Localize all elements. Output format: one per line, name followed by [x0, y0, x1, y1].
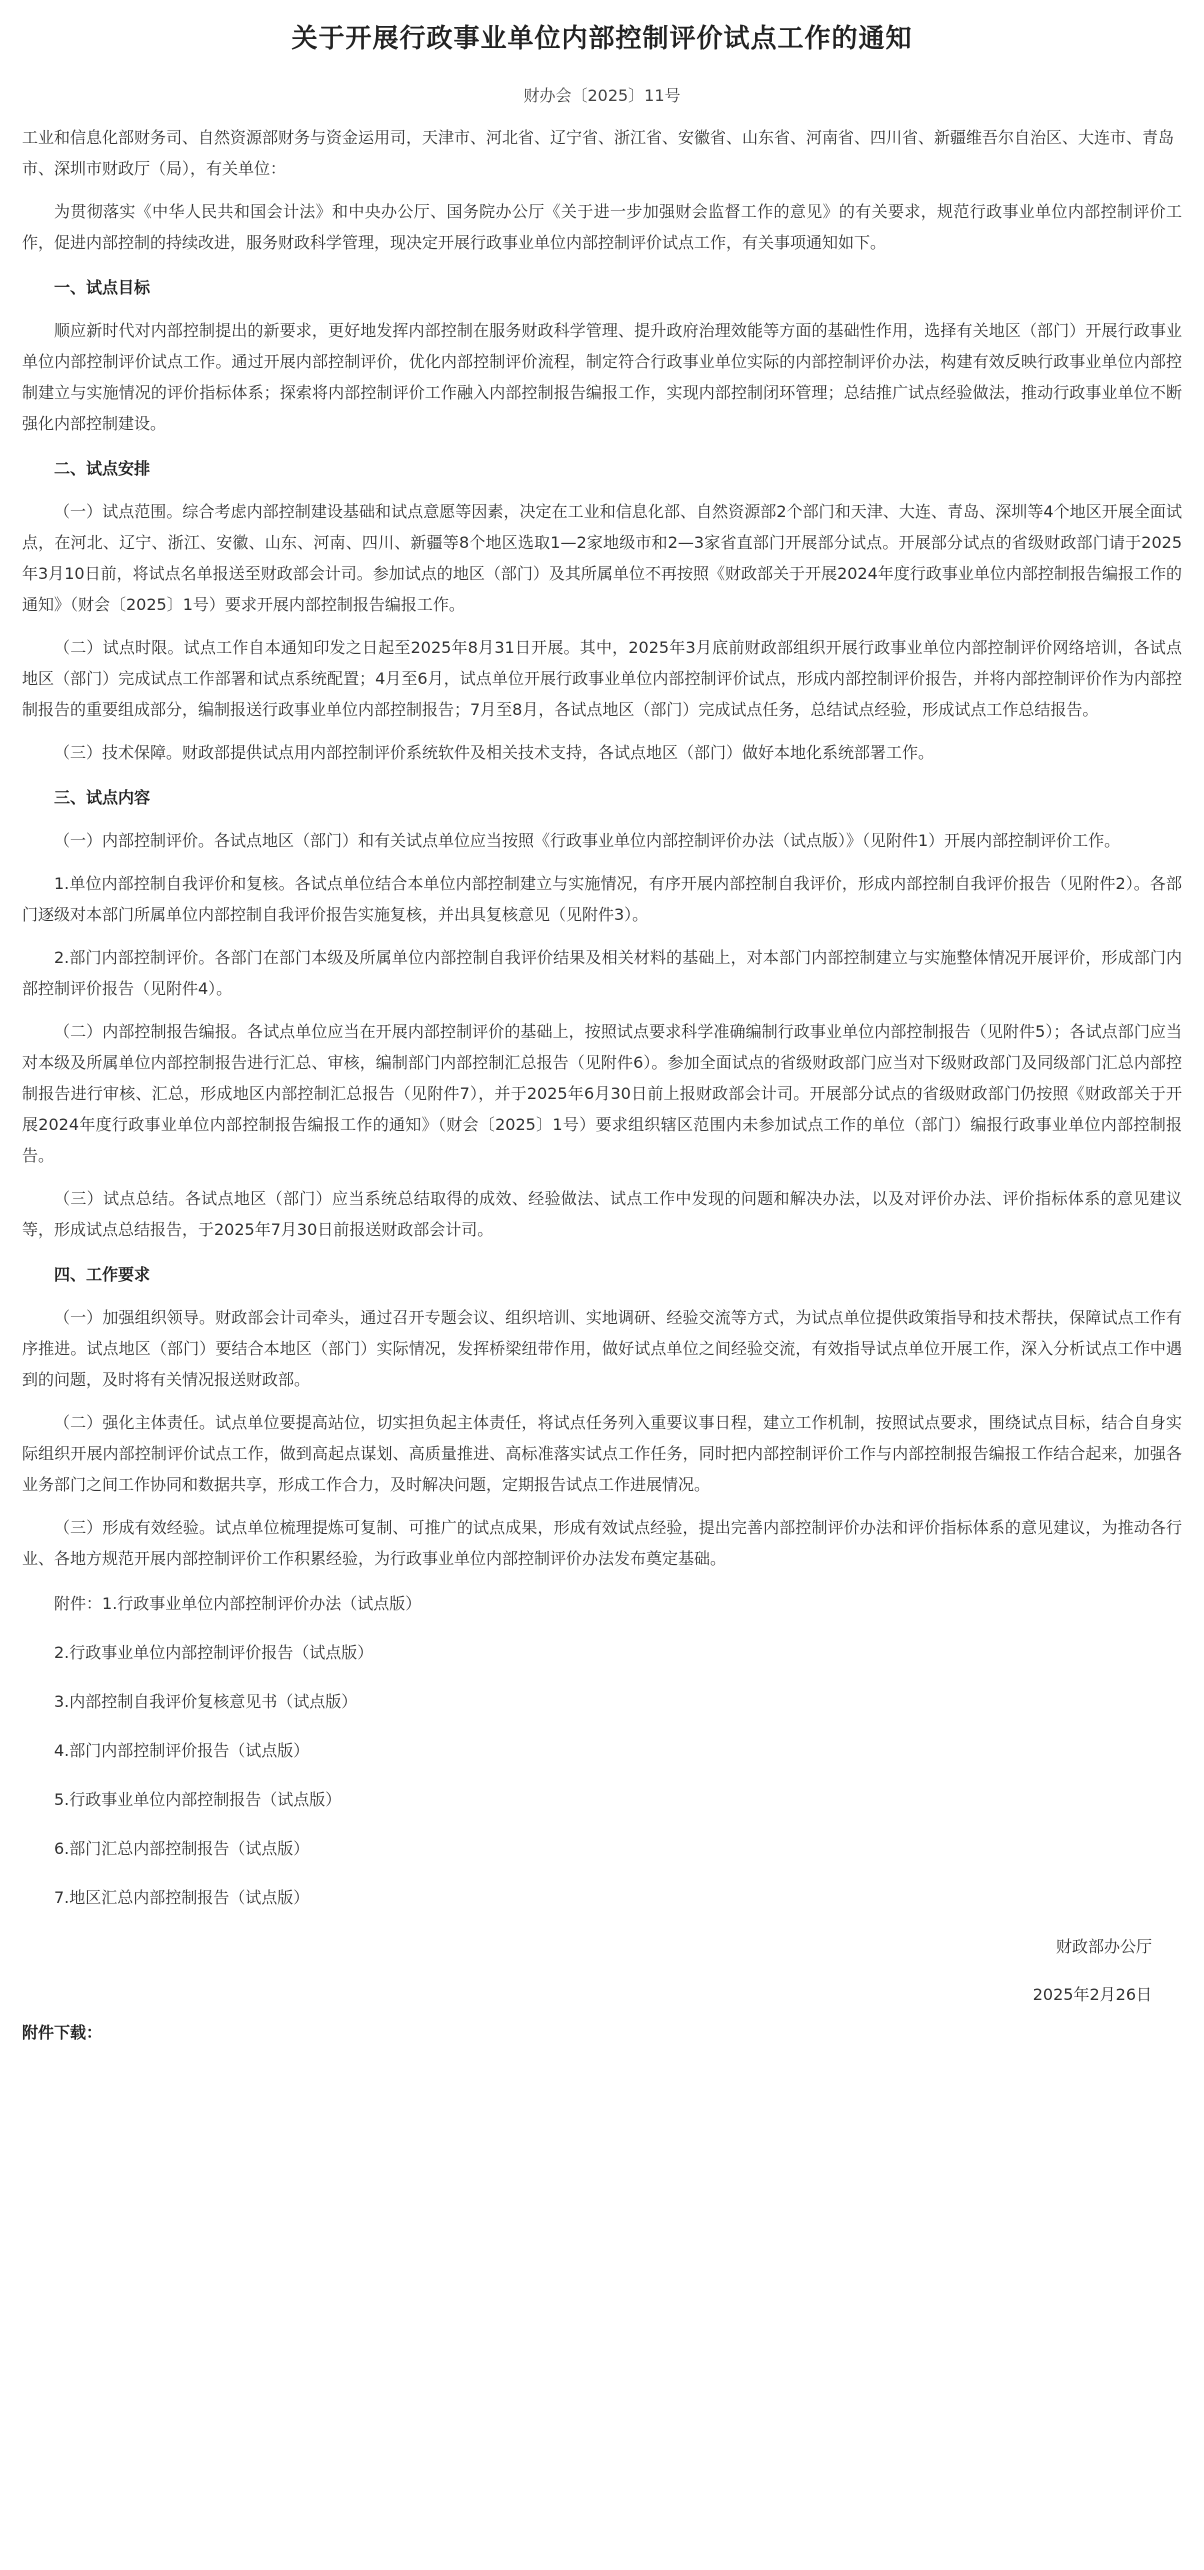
attachment-item: 2.行政事业单位内部控制评价报告（试点版） — [54, 1643, 374, 1662]
attachment-item: 4.部门内部控制评价报告（试点版） — [54, 1741, 310, 1760]
document-page — [10, 16, 1194, 2045]
paragraph: 顺应新时代对内部控制提出的新要求，更好地发挥内部控制在服务财政科学管理、提升政府治理效能等方面的基础性作用，选择有关地区（部门）开展行政事业单位内部控制评价试点工作。通过开展内部控制评价，优化内部控制评价流程，制定符合行政事业单位实际的内部控制评价办法，构建有效反映行政事业单位内部控制建立与实施情况的评价指标体系；探索将内部控制评价工作融入内部控制报告编报工作，实现内部控制闭环管理；总结推广试点经验做法，推动行政事业单位不断强化内部控制建设。 — [22, 321, 1182, 433]
section-heading-arrangement: 二、试点安排 — [54, 459, 151, 478]
issue-date: 2025年2月26日 — [1032, 1985, 1152, 2004]
issuer: 财政部办公厅 — [1055, 1937, 1152, 1956]
paragraph: （二）强化主体责任。试点单位要提高站位，切实担负起主体责任，将试点任务列入重要议事日程，建立工作机制，按照试点要求，围绕试点目标，结合自身实际组织开展内部控制评价试点工作，做到高起点谋划、高质量推进、高标准落实试点工作任务，同时把内部控制评价工作与内部控制报告编报工作结合起来，加强各业务部门之间工作协同和数据共享，形成工作合力，及时解决问题，定期报告试点工作进展情况。 — [22, 1413, 1182, 1494]
recipients: 工业和信息化部财务司、自然资源部财务与资金运用司，天津市、河北省、辽宁省、浙江省、安徽省、山东省、河南省、四川省、新疆维吾尔自治区、大连市、青岛市、深圳市财政厅（局），有关单位： — [22, 128, 1175, 178]
document-number: 财办会〔2025〕11号 — [523, 86, 681, 105]
attachment-item: 3.内部控制自我评价复核意见书（试点版） — [54, 1692, 358, 1711]
download-label: 附件下载： — [22, 2023, 103, 2042]
section-heading-goals: 一、试点目标 — [54, 278, 151, 297]
paragraph: （二）内部控制报告编报。各试点单位应当在开展内部控制评价的基础上，按照试点要求科学准确编制行政事业单位内部控制报告（见附件5）；各试点部门应当对本级及所属单位内部控制报告进行汇总、审核，编制部门内部控制汇总报告（见附件6）。参加全面试点的省级财政部门应当对下级财政部门及同级部门汇总内部控制报告进行审核、汇总，形成地区内部控制汇总报告（见附件7），并于2025年6月30日前上报财政部会计司。开展部分试点的省级财政部门仍按照《财政部关于开展2024年度行政事业单位内部控制报告编报工作的通知》（财会〔2025〕1号）要求组织辖区范围内未参加试点工作的单位（部门）编报行政事业单位内部控制报告。 — [22, 1022, 1182, 1165]
attachment-item: 7.地区汇总内部控制报告（试点版） — [54, 1888, 310, 1907]
paragraph: （二）试点时限。试点工作自本通知印发之日起至2025年8月31日开展。其中，2025年3月底前财政部组织开展行政事业单位内部控制评价网络培训，各试点地区（部门）完成试点工作部署和试点系统配置；4月至6月，试点单位开展行政事业单位内部控制评价试点，形成内部控制评价报告，并将内部控制评价作为内部控制报告的重要组成部分，编制报送行政事业单位内部控制报告；7月至8月，各试点地区（部门）完成试点任务，总结试点经验，形成试点工作总结报告。 — [22, 638, 1182, 719]
paragraph: （三）试点总结。各试点地区（部门）应当系统总结取得的成效、经验做法、试点工作中发现的问题和解决办法，以及对评价办法、评价指标体系的意见建议等，形成试点总结报告，于2025年7月30日前报送财政部会计司。 — [22, 1189, 1182, 1239]
attachment-prefix: 附件： — [54, 1594, 103, 1613]
page-title: 关于开展行政事业单位内部控制评价试点工作的通知 — [291, 24, 913, 54]
paragraph: （三）技术保障。财政部提供试点用内部控制评价系统软件及相关技术支持，各试点地区（部门）做好本地化系统部署工作。 — [54, 743, 935, 762]
intro-paragraph: 为贯彻落实《中华人民共和国会计法》和中央办公厅、国务院办公厅《关于进一步加强财会监督工作的意见》的有关要求，规范行政事业单位内部控制评价工作，促进内部控制的持续改进，服务财政科学管理，现决定开展行政事业单位内部控制评价试点工作，有关事项通知如下。 — [22, 202, 1182, 252]
paragraph: （一）加强组织领导。财政部会计司牵头，通过召开专题会议、组织培训、实地调研、经验交流等方式，为试点单位提供政策指导和技术帮扶，保障试点工作有序推进。试点地区（部门）要结合本地区（部门）实际情况，发挥桥梁纽带作用，做好试点单位之间经验交流，有效指导试点单位开展工作，深入分析试点工作中遇到的问题，及时将有关情况报送财政部。 — [22, 1308, 1182, 1389]
attachment-item — [22, 1592, 1194, 1616]
attachment-list — [22, 1592, 1194, 1910]
attachment-item: 6.部门汇总内部控制报告（试点版） — [54, 1839, 310, 1858]
paragraph: （一）内部控制评价。各试点地区（部门）和有关试点单位应当按照《行政事业单位内部控制评价办法（试点版）》（见附件1）开展内部控制评价工作。 — [54, 831, 1121, 850]
paragraph: （三）形成有效经验。试点单位梳理提炼可复制、可推广的试点成果，形成有效试点经验，提出完善内部控制评价办法和评价指标体系的意见建议，为推动各行业、各地方规范开展内部控制评价工作积累经验，为行政事业单位内部控制评价办法发布奠定基础。 — [22, 1518, 1182, 1568]
attachment-title: 1.行政事业单位内部控制评价办法（试点版） — [102, 1594, 422, 1613]
paragraph: 2.部门内部控制评价。各部门在部门本级及所属单位内部控制自我评价结果及相关材料的基础上，对本部门内部控制建立与实施整体情况开展评价，形成部门内部控制评价报告（见附件4）。 — [22, 948, 1182, 998]
section-heading-requirements: 四、工作要求 — [54, 1265, 151, 1284]
attachment-item: 5.行政事业单位内部控制报告（试点版） — [54, 1790, 342, 1809]
paragraph: 1.单位内部控制自我评价和复核。各试点单位结合本单位内部控制建立与实施情况，有序开展内部控制自我评价，形成内部控制自我评价报告（见附件2）。各部门逐级对本部门所属单位内部控制自我评价报告实施复核，并出具复核意见（见附件3）。 — [22, 874, 1182, 924]
section-heading-content: 三、试点内容 — [54, 788, 151, 807]
paragraph: （一）试点范围。综合考虑内部控制建设基础和试点意愿等因素，决定在工业和信息化部、自然资源部2个部门和天津、大连、青岛、深圳等4个地区开展全面试点，在河北、辽宁、浙江、安徽、山东、河南、四川、新疆等8个地区选取1—2家地级市和2—3家省直部门开展部分试点。开展部分试点的省级财政部门请于2025年3月10日前，将试点名单报送至财政部会计司。参加试点的地区（部门）及其所属单位不再按照《财政部关于开展2024年度行政事业单位内部控制报告编报工作的通知》（财会〔2025〕1号）要求开展内部控制报告编报工作。 — [22, 502, 1182, 614]
